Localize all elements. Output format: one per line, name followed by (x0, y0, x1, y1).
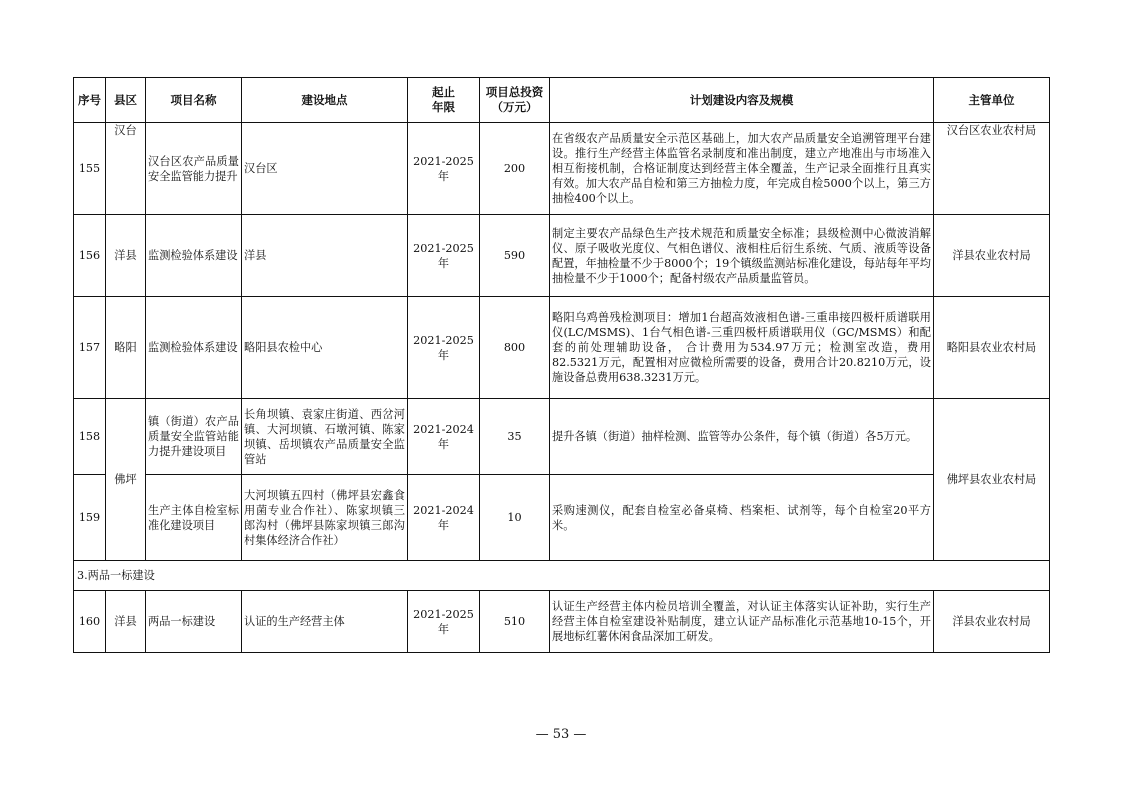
header-investment: 项目总投资 （万元） (480, 78, 550, 123)
cell-authority: 略阳县农业农村局 (934, 297, 1050, 399)
cell-investment: 800 (480, 297, 550, 399)
cell-county: 汉台 (106, 123, 146, 215)
section-title: 3.两品一标建设 (74, 561, 1050, 591)
cell-no: 159 (74, 475, 106, 561)
header-location: 建设地点 (242, 78, 408, 123)
cell-period: 2021-2024年 (408, 475, 480, 561)
header-project: 项目名称 (146, 78, 242, 123)
project-table (73, 77, 1050, 653)
cell-content: 采购速测仪，配套自检室必备桌椅、档案柜、试剂等，每个自检室20平方米。 (550, 475, 934, 561)
cell-project: 两品一标建设 (146, 591, 242, 653)
cell-county: 洋县 (106, 591, 146, 653)
header-authority: 主管单位 (934, 78, 1050, 123)
cell-authority: 洋县农业农村局 (934, 215, 1050, 297)
cell-location: 洋县 (242, 215, 408, 297)
cell-authority: 洋县农业农村局 (934, 591, 1050, 653)
cell-content: 认证生产经营主体内检员培训全覆盖，对认证主体落实认证补助，实行生产经营主体自检室建设补贴制度，建立认证产品标准化示范基地10-15个，开展地标红薯休闲食品深加工研发。 (550, 591, 934, 653)
header-county: 县区 (106, 78, 146, 123)
cell-county: 洋县 (106, 215, 146, 297)
cell-no: 156 (74, 215, 106, 297)
cell-location: 汉台区 (242, 123, 408, 215)
cell-county: 略阳 (106, 297, 146, 399)
cell-investment: 590 (480, 215, 550, 297)
page-number: — 53 — (535, 727, 587, 742)
table-row (74, 215, 1050, 297)
header-content: 计划建设内容及规模 (550, 78, 934, 123)
cell-project: 汉台区农产品质量安全监管能力提升 (146, 123, 242, 215)
cell-content: 提升各镇（街道）抽样检测、监管等办公条件，每个镇（街道）各5万元。 (550, 399, 934, 475)
cell-content: 在省级农产品质量安全示范区基础上，加大农产品质量安全追溯管理平台建设。推行生产经营主体监管名录制度和准出制度，建立产地准出与市场准入相互衔接机制，合格证制度达到经营主体全覆盖，生产记录全面推行且真实有效。加大农产品自检和第三方抽检力度，年完成自检5000个以上，第三方抽检400个以上。 (550, 123, 934, 215)
cell-content: 制定主要农产品绿色生产技术规范和质量安全标准；县级检测中心微波消解仪、原子吸收光度仪、气相色谱仪、液相柱后衍生系统、气质、液质等设备配置，年抽检量不少于8000个；19个镇级监测站标准化建设，每站每年平均抽检量不少于1000个；配备村级农产品质量监管员。 (550, 215, 934, 297)
cell-no: 155 (74, 123, 106, 215)
table-row (74, 399, 1050, 475)
cell-location: 大河坝镇五四村（佛坪县宏鑫食用菌专业合作社）、陈家坝镇三郎沟村（佛坪县陈家坝镇三郎沟村集体经济合作社） (242, 475, 408, 561)
cell-investment: 35 (480, 399, 550, 475)
cell-period: 2021-2025年 (408, 297, 480, 399)
table-row (74, 297, 1050, 399)
cell-county: 佛坪 (106, 399, 146, 561)
cell-authority: 佛坪县农业农村局 (934, 399, 1050, 561)
cell-location: 长角坝镇、袁家庄街道、西岔河镇、大河坝镇、石墩河镇、陈家坝镇、岳坝镇农产品质量安全监管站 (242, 399, 408, 475)
header-period: 起止 年限 (408, 78, 480, 123)
cell-no: 158 (74, 399, 106, 475)
cell-investment: 510 (480, 591, 550, 653)
cell-project: 监测检验体系建设 (146, 297, 242, 399)
cell-period: 2021-2025年 (408, 591, 480, 653)
table-row (74, 591, 1050, 653)
cell-period: 2021-2024年 (408, 399, 480, 475)
cell-project: 生产主体自检室标准化建设项目 (146, 475, 242, 561)
cell-period: 2021-2025年 (408, 215, 480, 297)
cell-period: 2021-2025年 (408, 123, 480, 215)
cell-no: 157 (74, 297, 106, 399)
section-row (74, 561, 1050, 591)
cell-content: 略阳乌鸡兽残检测项目：增加1台超高效液相色谱-三重串接四极杆质谱联用仪(LC/MSMS)、1台气相色谱-三重四极杆质谱联用仪（GC/MSMS）和配套的前处理辅助设备， 合计费用为534.97万元；检测室改造，费用82.5321万元，配置相对应微检所需要的设备，费用合计20.8210万元，设施设备总费用638.3231万元。 (550, 297, 934, 399)
cell-location: 略阳县农检中心 (242, 297, 408, 399)
cell-no: 160 (74, 591, 106, 653)
table-row (74, 123, 1050, 215)
cell-authority: 汉台区农业农村局 (934, 123, 1050, 215)
header-no: 序号 (74, 78, 106, 123)
cell-investment: 10 (480, 475, 550, 561)
cell-location: 认证的生产经营主体 (242, 591, 408, 653)
cell-investment: 200 (480, 123, 550, 215)
header-row (74, 78, 1050, 123)
cell-project: 镇（街道）农产品质量安全监管站能力提升建设项目 (146, 399, 242, 475)
table-row (74, 475, 1050, 561)
cell-project: 监测检验体系建设 (146, 215, 242, 297)
